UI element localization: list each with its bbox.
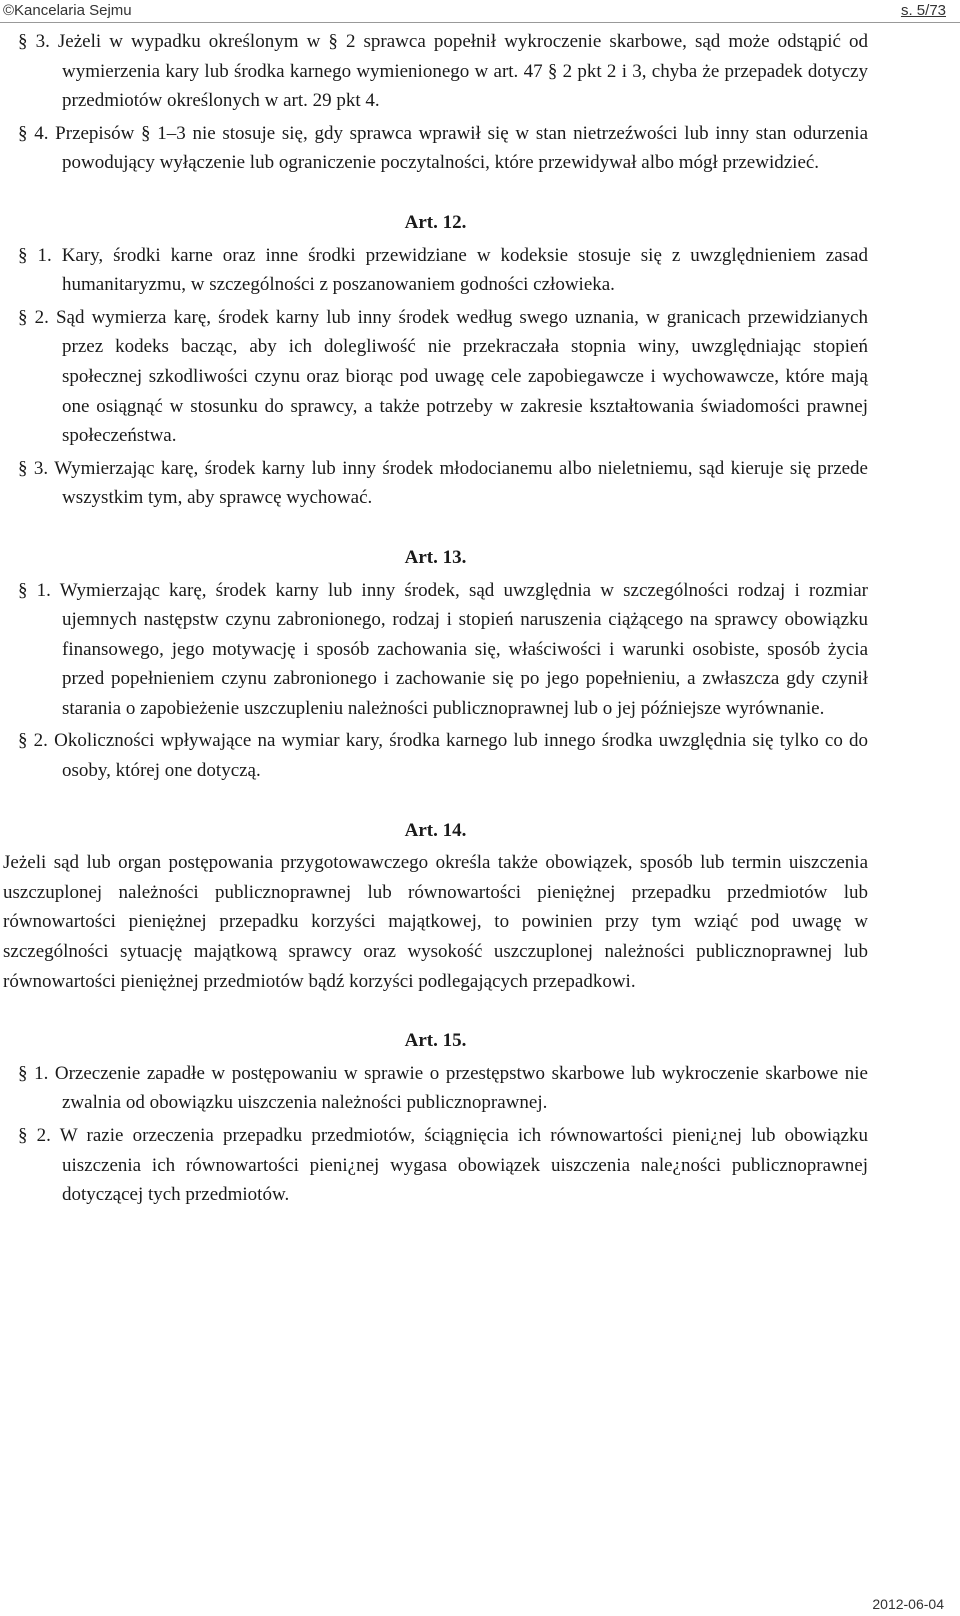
art15-par2: § 2. W razie orzeczenia przepadku przedmiotów, ściągnięcia ich równowartości pieni¿nej lub obowiązku uiszczenia ich równowartości pieni¿nej wygasa obowiązek uiszczenia nale¿ności publicznoprawnej dotyczącej tych przedmiotów. [18, 1125, 868, 1206]
art14-heading: Art. 14. [404, 819, 467, 841]
copyright-label: ©Kancelaria Sejmu [3, 2, 132, 19]
art11-par4: § 4. Przepisów § 1–3 nie stosuje się, gdy sprawca wprawił się w stan nietrzeźwości lub inny stan odurzenia powodujący wyłączenie lub ograniczenie poczytalności, które przewidywał albo mógł przewidzieć. [18, 122, 868, 174]
art13-par1: § 1. Wymierzając karę, środek karny lub inny środek, sąd uwzględnia w szczególności rodzaj i rozmiar ujemnych następstw czynu zabronionego, rodzaj i stopień naruszenia ciążącego na sprawcy obowiązku finansowego, jego motywację i sposób zachowania się, właściwości i warunki osobiste, sposób życia przed popełnieniem czynu zabronionego i zachowanie się po jego popełnieniu, a zwłaszcza gdy czynił starania o zapobieżenie uszczupleniu należności publicznoprawnej lub o jej późniejsze wyrównanie. [18, 579, 868, 719]
art13-par2: § 2. Okoliczności wpływające na wymiar kary, środka karnego lub innego środka uwzględnia się tylko co do osoby, której one dotyczą. [18, 730, 868, 782]
art11-par3: § 3. Jeżeli w wypadku określonym w § 2 sprawca popełnił wykroczenie skarbowe, sąd może odstąpić od wymierzenia kary lub środka karnego wymienionego w art. 47 § 2 pkt 2 i 3, chyba że przepadek dotyczy przedmiotów określonych w art. 29 pkt 4. [18, 31, 868, 112]
art12-par1: § 1. Kary, środki karne oraz inne środki przewidziane w kodeksie stosuje się z uwzględnieniem zasad humanitaryzmu, w szczególności z poszanowaniem godności człowieka. [18, 244, 868, 296]
art14-text: Jeżeli sąd lub organ postępowania przygotowawczego określa także obowiązek, sposób lub termin uiszczenia uszczuplonej należności publicznoprawnej lub równowartości pieniężnej przepadku przedmiotów lub równowartości pieniężnej przepadku korzyści majątkowej, to powinien przy tym wziąć pod uwagę w szczególności sytuację majątkową sprawcy oraz wysokość uszczuplonej należności publicznoprawnej lub równowartości pieniężnej przedmiotów bądź korzyści podlegających przepadkowi. [3, 852, 868, 992]
art15-par1: § 1. Orzeczenie zapadłe w postępowaniu w sprawie o przestępstwo skarbowe lub wykroczenie skarbowe nie zwalnia od obowiązku uiszczenia należności publicznoprawnej. [18, 1062, 868, 1114]
art12-heading: Art. 12. [404, 211, 467, 233]
document-body [3, 27, 868, 1210]
art15-heading: Art. 15. [404, 1030, 467, 1052]
art12-par2: § 2. Sąd wymierza karę, środek karny lub inny środek według swego uznania, w granicach przewidzianych przez kodeks bacząc, aby ich dolegliwość nie przekraczała stopnia winy, uwzględniając stopień społecznej szkodliwości czynu oraz biorąc pod uwagę cele zapobiegawcze i wychowawcze, które mają one osiągnąć w stosunku do sprawcy, a także potrzeby w zakresie kształtowania świadomości prawnej społeczeństwa. [18, 306, 868, 447]
header-divider [0, 22, 960, 23]
art13-heading: Art. 13. [404, 546, 467, 568]
art12-par3: § 3. Wymierzając karę, środek karny lub inny środek młodocianemu albo nieletniemu, sąd kieruje się przede wszystkim tym, aby sprawcę wychować. [18, 457, 868, 509]
page-header [0, 0, 960, 24]
footer-date: 2012-06-04 [872, 1596, 944, 1612]
page-number[interactable]: s. 5/73 [900, 2, 946, 19]
